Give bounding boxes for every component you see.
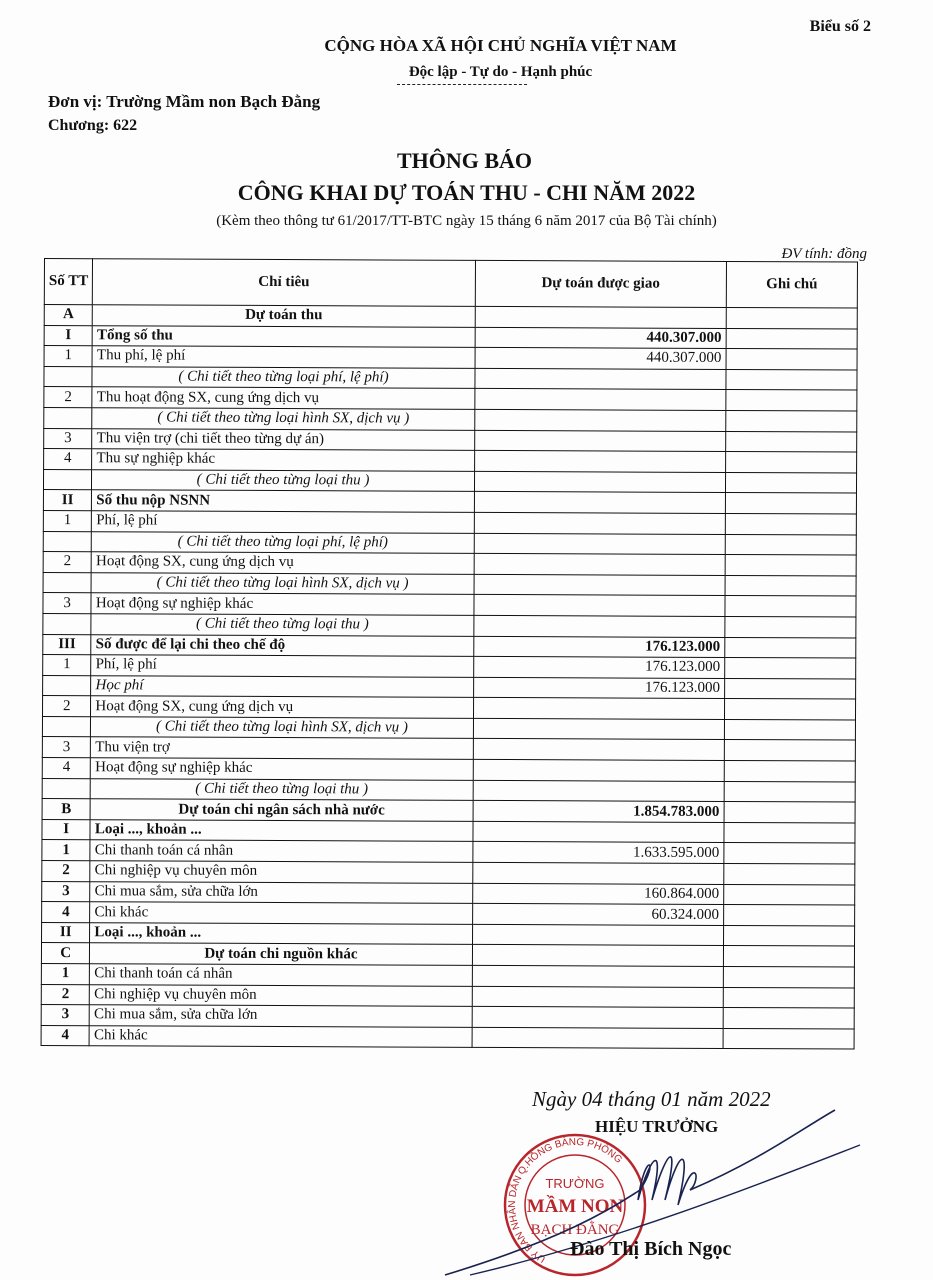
row-amount — [473, 739, 724, 761]
row-note — [726, 390, 857, 411]
row-amount: 60.324.000 — [472, 904, 723, 926]
stamp-line-1: TRƯỜNG — [545, 1176, 605, 1191]
row-note — [725, 534, 856, 555]
row-item: ( Chi tiết theo từng loại phí, lệ phí) — [92, 366, 474, 388]
signer-role: HIỆU TRƯỞNG — [595, 1117, 719, 1136]
row-item: Chi mua sắm, sửa chữa lớn — [90, 881, 472, 903]
row-stt: 1 — [42, 840, 90, 861]
row-amount: 440.307.000 — [475, 327, 726, 349]
row-item: ( Chi tiết theo từng loại thu ) — [91, 778, 473, 800]
row-stt: I — [44, 325, 92, 346]
row-stt: 4 — [44, 449, 92, 470]
row-amount — [474, 595, 725, 617]
row-item: Hoạt động SX, cung ứng dịch vụ — [91, 696, 473, 718]
row-stt: II — [43, 490, 91, 511]
row-note — [723, 946, 854, 967]
row-note — [724, 822, 855, 843]
row-stt: 2 — [42, 861, 90, 882]
row-stt: B — [42, 799, 90, 820]
row-item: Dự toán thu — [93, 305, 475, 327]
row-amount — [473, 759, 724, 781]
row-item: Chi nghiệp vụ chuyên môn — [90, 861, 472, 883]
row-stt: 4 — [42, 758, 90, 779]
column-header-item: Chỉ tiêu — [93, 259, 475, 307]
row-note — [724, 843, 855, 864]
row-stt — [44, 366, 92, 387]
row-amount — [474, 554, 725, 576]
row-stt: II — [42, 922, 90, 943]
currency-unit-note: ĐV tính: đồng — [781, 246, 867, 262]
row-item: ( Chi tiết theo từng loại thu ) — [92, 469, 474, 491]
row-note — [725, 472, 856, 493]
row-amount — [474, 574, 725, 596]
row-amount — [474, 512, 725, 534]
row-item: Dự toán chi nguồn khác — [90, 943, 472, 965]
row-note — [724, 781, 855, 802]
row-note — [723, 905, 854, 926]
row-amount — [474, 533, 725, 555]
row-amount: 1.854.783.000 — [473, 801, 724, 823]
row-item: ( Chi tiết theo từng loại hình SX, dịch vụ ) — [91, 572, 473, 594]
row-item: Học phí — [91, 675, 473, 697]
row-stt: 1 — [43, 655, 91, 676]
row-amount — [472, 986, 723, 1008]
row-amount — [473, 718, 724, 740]
national-title: CỘNG HÒA XÃ HỘI CHỦ NGHĨA VIỆT NAM — [324, 36, 677, 55]
row-note — [726, 307, 857, 328]
row-amount — [473, 780, 724, 802]
row-stt — [42, 716, 90, 737]
row-stt: 2 — [41, 984, 89, 1005]
row-stt: 1 — [44, 346, 92, 367]
row-stt: 2 — [43, 552, 91, 573]
row-note — [724, 678, 855, 699]
row-item: Loại ..., khoản ... — [90, 820, 472, 842]
row-amount: 176.123.000 — [473, 656, 724, 678]
row-amount — [472, 1027, 723, 1049]
row-amount: 176.123.000 — [473, 636, 724, 658]
column-header-amount: Dự toán được giao — [475, 260, 726, 307]
row-note — [724, 802, 855, 823]
row-stt: 4 — [41, 1025, 89, 1046]
row-amount — [472, 1007, 723, 1029]
legal-reference: (Kèm theo thông tư 61/2017/TT-BTC ngày 15 tháng 6 năm 2017 của Bộ Tài chính) — [216, 213, 717, 229]
row-item: Chi thanh toán cá nhân — [90, 840, 472, 862]
table-header-row — [44, 259, 857, 309]
row-stt: 4 — [42, 902, 90, 923]
row-amount — [474, 615, 725, 637]
row-item: Số thu nộp NSNN — [92, 490, 474, 512]
row-stt — [44, 407, 92, 428]
row-amount — [472, 965, 723, 987]
row-note — [725, 493, 856, 514]
row-stt: 1 — [43, 510, 91, 531]
row-amount — [475, 389, 726, 411]
row-amount: 160.864.000 — [472, 883, 723, 905]
row-stt: A — [44, 305, 92, 326]
row-stt: III — [43, 634, 91, 655]
unit-name: Đơn vị: Trường Mầm non Bạch Đằng — [48, 92, 321, 111]
row-item: Thu phí, lệ phí — [92, 346, 474, 368]
row-note — [726, 349, 857, 370]
row-item: Hoạt động sự nghiệp khác — [91, 593, 473, 615]
row-note — [725, 616, 856, 637]
form-code: Biểu số 2 — [809, 18, 871, 35]
row-amount — [472, 924, 723, 946]
row-note — [725, 637, 856, 658]
row-stt — [43, 572, 91, 593]
row-item: ( Chi tiết theo từng loại hình SX, dịch vụ ) — [91, 717, 473, 739]
row-note — [723, 1028, 854, 1049]
signing-date: Ngày 04 tháng 01 năm 2022 — [532, 1087, 771, 1111]
row-item: Loại ..., khoản ... — [90, 923, 472, 945]
row-amount — [474, 471, 725, 493]
row-item: Chi mua sắm, sửa chữa lớn — [90, 1005, 472, 1027]
row-stt: C — [41, 943, 89, 964]
row-item: Dự toán chi ngân sách nhà nước — [90, 799, 472, 821]
row-amount — [474, 451, 725, 473]
row-note — [726, 328, 857, 349]
column-header-note: Ghi chú — [726, 261, 857, 308]
row-item: Chi thanh toán cá nhân — [90, 964, 472, 986]
row-note — [723, 987, 854, 1008]
row-amount — [474, 492, 725, 514]
budget-table — [41, 258, 858, 1050]
row-note — [725, 575, 856, 596]
row-note — [724, 719, 855, 740]
row-note — [723, 1008, 854, 1029]
row-item: Chi nghiệp vụ chuyên môn — [90, 984, 472, 1006]
row-stt: 2 — [44, 387, 92, 408]
row-note — [724, 699, 855, 720]
row-item: Thu hoạt động SX, cung ứng dịch vụ — [92, 387, 474, 409]
document-title: THÔNG BÁO — [396, 148, 533, 173]
row-amount — [472, 945, 723, 967]
column-header-stt: Số TT — [44, 259, 93, 305]
row-amount: 176.123.000 — [473, 677, 724, 699]
row-item: ( Chi tiết theo từng loại hình SX, dịch vụ ) — [92, 408, 474, 430]
row-stt: I — [42, 819, 90, 840]
row-stt: 3 — [42, 881, 90, 902]
row-stt — [43, 531, 91, 552]
row-note — [726, 431, 857, 452]
row-amount — [474, 409, 725, 431]
row-note — [724, 740, 855, 761]
row-amount: 440.307.000 — [475, 348, 726, 370]
row-note — [725, 513, 856, 534]
signer-name: Đào Thị Bích Ngọc — [570, 1238, 732, 1260]
row-stt — [43, 469, 91, 490]
row-stt — [43, 613, 91, 634]
row-stt: 3 — [43, 593, 91, 614]
row-stt: 3 — [44, 428, 92, 449]
row-note — [726, 410, 857, 431]
row-item: Thu viện trợ (chi tiết theo từng dự án) — [92, 428, 474, 450]
stamp-ring-text: UỶ BAN NHÂN DÂN Q.HỒNG BÀNG PHÒNG — [507, 1136, 625, 1265]
row-note — [724, 761, 855, 782]
row-stt: 3 — [42, 737, 90, 758]
motto: Độc lập - Tự do - Hạnh phúc — [408, 64, 593, 80]
row-stt: 1 — [41, 963, 89, 984]
row-item: Phí, lệ phí — [92, 511, 474, 533]
row-note — [724, 884, 855, 905]
document-subtitle: CÔNG KHAI DỰ TOÁN THU - CHI NĂM 2022 — [237, 180, 696, 205]
stamp-line-3: BẠCH ĐẰNG — [530, 1222, 620, 1238]
stamp-line-2: MẦM NON — [526, 1196, 624, 1217]
row-stt — [43, 675, 91, 696]
table-row — [41, 1025, 854, 1049]
row-note — [723, 966, 854, 987]
row-note — [725, 658, 856, 679]
row-item: ( Chi tiết theo từng loại thu ) — [91, 614, 473, 636]
row-item: Chi khác — [90, 902, 472, 924]
table-body — [41, 305, 857, 1050]
row-amount — [473, 698, 724, 720]
row-item: Phí, lệ phí — [91, 655, 473, 677]
row-note — [725, 596, 856, 617]
row-note — [725, 555, 856, 576]
row-amount — [475, 368, 726, 390]
row-item: Thu sự nghiệp khác — [92, 449, 474, 471]
row-item: Thu viện trợ — [91, 737, 473, 759]
row-stt — [42, 778, 90, 799]
row-item: Chi khác — [89, 1025, 471, 1047]
row-item: Hoạt động SX, cung ứng dịch vụ — [92, 552, 474, 574]
row-stt: 2 — [42, 696, 90, 717]
row-note — [724, 864, 855, 885]
chapter-code: Chương: 622 — [48, 117, 138, 134]
row-note — [725, 452, 856, 473]
row-item: ( Chi tiết theo từng loại phí, lệ phí) — [92, 531, 474, 553]
row-note — [723, 925, 854, 946]
divider — [397, 84, 527, 85]
row-note — [726, 369, 857, 390]
row-amount: 1.633.595.000 — [473, 842, 724, 864]
row-amount — [473, 821, 724, 843]
row-amount — [472, 862, 723, 884]
row-amount — [475, 306, 726, 328]
row-amount — [474, 430, 725, 452]
row-stt: 3 — [41, 1005, 89, 1026]
row-item: Số được để lại chi theo chế độ — [91, 634, 473, 656]
row-item: Tổng số thu — [92, 325, 474, 347]
row-item: Hoạt động sự nghiệp khác — [91, 758, 473, 780]
